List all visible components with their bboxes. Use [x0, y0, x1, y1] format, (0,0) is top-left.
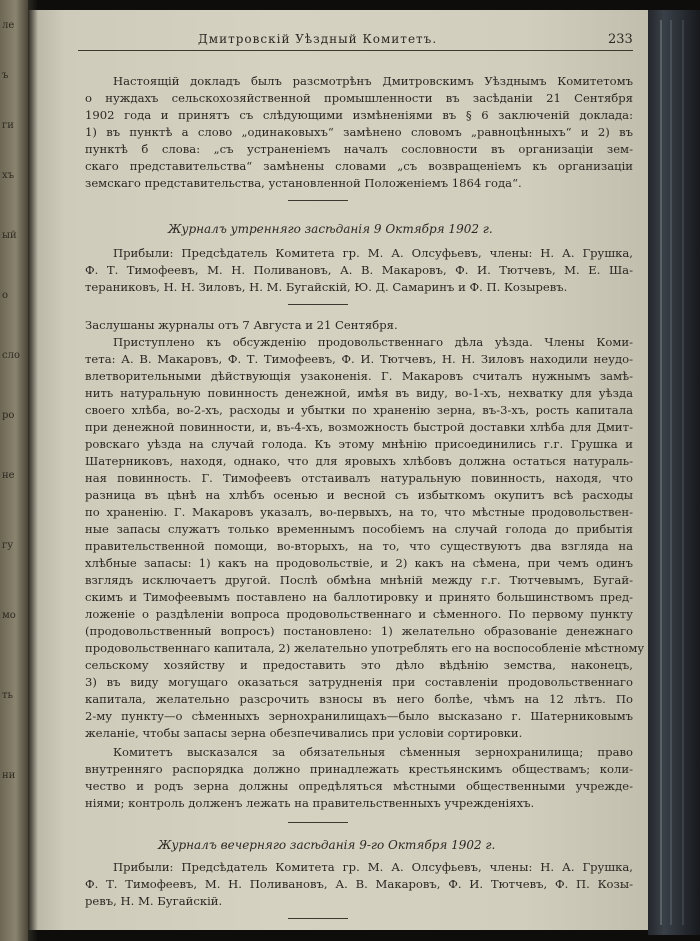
gutter-shadow [28, 0, 38, 941]
text-line: тераниковъ, Н. Н. Зиловъ, Н. М. Бугайскій, Ю. Д. Самаринъ и Ф. П. Козыревъ. [85, 280, 568, 294]
text-line: ревъ, Н. М. Бугайскій. [85, 894, 223, 908]
text-line: при денежной повинности, и, въ-4-хъ, возможность быстрой доставки хлѣба для Дмит- [85, 420, 633, 434]
text-line: влетворительными дѣйствующія узаконенія. Г. Макаровъ считалъ нужнымъ замѣ- [85, 369, 633, 383]
text-line: Шатерниковъ, находя, однако, что для яровыхъ хлѣбовъ должна остаться натураль- [85, 454, 633, 468]
text-line: нить натуральную повинность денежной, имѣя въ виду, во-1-хъ, нехватку для уѣзда [85, 386, 633, 400]
text-line: продовольственнаго капитала, 2) желательно употреблять его на воспособленіе мѣстному [85, 641, 645, 655]
book-cover-edge [648, 10, 700, 935]
text-line: (продовольственный вопросъ) постановлено: 1) желательно образованіе денежнаго [85, 624, 633, 638]
text-line: 2-му пункту—о сѣменныхъ зернохранилищахъ—было высказано г. Шатерниковымъ [85, 709, 633, 723]
facing-page-text: ть [2, 690, 13, 701]
facing-page-text: мо [2, 610, 16, 621]
text-line: Комитетъ высказался за обязательныя сѣменныя зернохранилища; право [113, 745, 633, 759]
text-line: Ф. Т. Тимофеевъ, М. Н. Поливановъ, А. В. Макаровъ, Ф. И. Тютчевъ, Ф. П. Козы- [85, 877, 633, 891]
text-line: хлѣбные запасы: 1) какъ на продовольствіе, и 2) какъ на сѣмена, при чемъ одинъ [85, 556, 633, 570]
text-line: Настоящій докладъ былъ разсмотрѣнъ Дмитровскимъ Уѣзднымъ Комитетомъ [113, 74, 633, 88]
section-separator [288, 304, 348, 305]
text-line: взглядъ исключаетъ другой. Послѣ обмѣна мнѣній между г.г. Тютчевымъ, Бугай- [85, 573, 633, 587]
facing-page-text: гу [2, 540, 14, 551]
text-line: 3) въ виду могущаго оказаться затрудненія при составленіи продовольственнаго [85, 675, 633, 689]
text-line: своего хлѣба, во-2-хъ, расходы и убытки по храненію зерна, въ-3-хъ, рость капитала [85, 403, 633, 417]
text-line: скаго представительства“ замѣнены словами „съ возвращеніемъ къ организаціи [85, 159, 633, 173]
text-line: Ф. Т. Тимофеевъ, М. Н. Поливановъ, А. В. Макаровъ, Ф. И. Тютчевъ, М. Е. Ша- [85, 263, 633, 277]
facing-page-text: ги [2, 120, 14, 131]
facing-page-text: ъ [2, 70, 9, 81]
text-line: ная повинность. Г. Тимофеевъ отстаивалъ натуральную повинность, находя, что [85, 471, 633, 485]
book-page [28, 10, 648, 930]
text-line: пунктѣ б слова: „съ устраненіемъ началъ сословности въ организаціи зем- [85, 142, 633, 156]
page-number: 233 [608, 32, 633, 47]
text-line: о нуждахъ сельскохозяйственной промышленности въ засѣданіи 21 Сентября [85, 91, 633, 105]
facing-page-text: о [2, 290, 9, 301]
text-line: разница въ цѣнѣ на хлѣбъ осенью и весной съ избыткомъ окупитъ всѣ расходы [85, 488, 633, 502]
facing-page-edge [0, 0, 28, 941]
facing-page-text: хъ [2, 170, 15, 181]
section-heading: Журналъ утренняго засѣданія 9 Октября 1902 г. [168, 222, 493, 236]
text-line: 1) въ пунктѣ а слово „одинаковыхъ“ замѣнено словомъ „равноцѣнныхъ“ и 2) въ [85, 125, 633, 139]
facing-page-text: ро [2, 410, 15, 421]
text-line: ложеніе о раздѣленіи вопроса продовольственнаго и сѣменного. По первому пункту [85, 607, 633, 621]
cover-stripe [660, 20, 662, 925]
text-line: сельскому хозяйству и предоставить это дѣло вѣдѣнію земства, наконецъ, [85, 658, 633, 672]
text-line: ные запасы служатъ только временнымъ пособіемъ на случай голода до прибытія [85, 522, 633, 536]
facing-page-text: ый [2, 230, 17, 241]
text-line: капитала, желательно разсрочить взносы въ него болѣе, чѣмъ на 12 лѣтъ. По [85, 692, 633, 706]
section-heading: Журналъ вечерняго засѣданія 9-го Октября 1902 г. [158, 838, 496, 852]
text-line: ніями; контроль долженъ лежать на правительственныхъ учрежденіяхъ. [85, 796, 535, 810]
text-line: Приступлено къ обсужденію продовольственнаго дѣла уѣзда. Члены Коми- [113, 335, 633, 349]
running-head: Дмитровскій Уѣздный Комитетъ. [198, 32, 438, 46]
text-line: правительственной помощи, во-вторыхъ, на то, что существуютъ два взгляда на [85, 539, 633, 553]
text-line: ровскаго уѣзда на случай голода. Къ этому мнѣнію присоединились г.г. Грушка и [85, 437, 633, 451]
text-line: 1902 года и принятъ съ слѣдующими измѣненіями въ § 6 заключеній доклада: [85, 108, 633, 122]
text-line: Заслушаны журналы отъ 7 Августа и 21 Сентября. [85, 318, 398, 332]
section-separator [288, 200, 348, 201]
facing-page-text: ле [2, 20, 15, 31]
cover-stripe [682, 20, 684, 925]
text-line: по храненію. Г. Макаровъ указалъ, во-первыхъ, на то, что мѣстные продовольствен- [85, 505, 633, 519]
facing-page-text: сло [2, 350, 20, 361]
text-line: внутренняго распорядка должно принадлежать крестьянскимъ обществамъ; коли- [85, 762, 633, 776]
text-line: тета: А. В. Макаровъ, Ф. Т. Тимофеевъ, Ф. И. Тютчевъ, Н. Н. Зиловъ находили неудо- [85, 352, 633, 366]
text-line: Прибыли: Предсѣдатель Комитета гр. М. А. Олсуфьевъ, члены: Н. А. Грушка, [113, 246, 633, 260]
cover-stripe [670, 20, 672, 925]
section-separator [288, 918, 348, 919]
text-line: Прибыли: Предсѣдатель Комитета гр. М. А. Олсуфьевъ, члены: Н. А. Грушка, [113, 860, 633, 874]
text-line: чество и родъ зерна должны опредѣляться мѣстными общественными учрежде- [85, 779, 633, 793]
text-line: скимъ и Тимофеевымъ поставлено на баллотировку и принято большинствомъ пред- [85, 590, 633, 604]
facing-page-text: ни [2, 770, 16, 781]
text-line: земскаго представительства, установленной Положеніемъ 1864 года“. [85, 176, 522, 190]
facing-page-text: не [2, 470, 15, 481]
section-separator [288, 822, 348, 823]
text-line: желаніе, чтобы запасы зерна обезпечивались при условіи сортировки. [85, 726, 523, 740]
header-rule [78, 50, 633, 51]
